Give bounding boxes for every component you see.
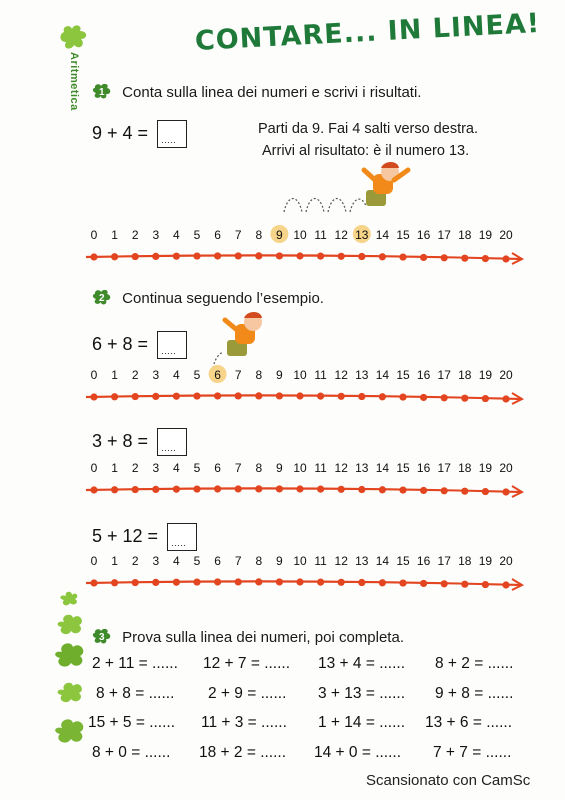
- number-dot: [173, 579, 180, 586]
- answer-box[interactable]: .....: [167, 523, 197, 551]
- tick-label: 3: [152, 554, 160, 568]
- number-dot: [111, 393, 118, 400]
- number-dot: [152, 486, 159, 493]
- tick-label: 18: [458, 368, 472, 382]
- answer-box[interactable]: .....: [157, 331, 187, 359]
- number-line-4: [84, 548, 529, 593]
- exercise-item: 8 + 8 = ......: [96, 685, 175, 702]
- number-dot: [235, 392, 242, 399]
- note-line-1: Parti da 9. Fai 4 salti verso destra.: [258, 121, 479, 137]
- tick-label: 11: [314, 368, 327, 382]
- tick-label: 6: [214, 554, 221, 568]
- number-dot: [338, 253, 345, 260]
- jumping-child-icon: [270, 160, 420, 222]
- tick-label: 12: [334, 368, 348, 382]
- number-dot: [379, 393, 386, 400]
- number-dot: [338, 579, 345, 586]
- number-dot: [338, 393, 345, 400]
- tick-label: 13: [355, 554, 369, 568]
- number-dot: [502, 255, 509, 262]
- number-dot: [132, 579, 139, 586]
- tick-label: 18: [458, 554, 472, 568]
- tick-label: 8: [255, 461, 263, 475]
- section-2-heading: [92, 288, 324, 307]
- tick-label: 13: [355, 228, 369, 242]
- number-dot: [461, 255, 468, 262]
- equation-text: 9 + 4 =: [92, 122, 149, 143]
- number-dot: [214, 392, 221, 399]
- number-dot: [441, 254, 448, 261]
- tick-label: 5: [193, 461, 201, 475]
- tick-label: 13: [355, 368, 369, 382]
- number-dot: [482, 255, 489, 262]
- number-dot: [502, 488, 509, 495]
- svg-text:1: 1: [99, 87, 105, 98]
- number-dot: [193, 578, 200, 585]
- tick-label: 14: [375, 368, 390, 382]
- tick-label: 14: [375, 461, 390, 475]
- number-dot: [482, 488, 489, 495]
- tick-label: 0: [90, 554, 98, 568]
- number-dot: [132, 253, 139, 260]
- tick-label: 16: [416, 554, 431, 568]
- equation-text: 5 + 12 =: [92, 525, 159, 546]
- tick-label: 5: [193, 554, 201, 568]
- number-dot: [235, 252, 242, 259]
- tick-label: 6: [214, 368, 221, 382]
- number-dot: [358, 253, 365, 260]
- exercise-item: 2 + 9 = ......: [208, 685, 287, 702]
- note-line-2: Arrivi al risultato: è il numero 13.: [262, 143, 470, 159]
- number-dot: [317, 253, 324, 260]
- number-dot: [399, 579, 406, 586]
- tick-label: 0: [90, 368, 98, 382]
- exercise-item: 15 + 5 = ......: [88, 714, 176, 731]
- number-dot: [152, 253, 159, 260]
- tick-label: 4: [173, 554, 180, 568]
- tick-label: 16: [416, 461, 431, 475]
- tick-label: 7: [234, 461, 242, 475]
- green-splat-icon: [58, 22, 90, 52]
- tick-label: 8: [255, 554, 263, 568]
- section-1-heading: [92, 82, 421, 101]
- equation-6-plus-8: [92, 331, 187, 359]
- tick-label: 14: [375, 228, 390, 242]
- number-dot: [399, 486, 406, 493]
- svg-text:2: 2: [99, 293, 105, 304]
- number-dot: [90, 579, 97, 586]
- number-dot: [193, 252, 200, 259]
- tick-label: 7: [234, 228, 242, 242]
- tick-label: 5: [193, 368, 201, 382]
- tick-label: 1: [111, 554, 118, 568]
- tick-label: 15: [396, 228, 410, 242]
- tick-label: 0: [90, 461, 98, 475]
- tick-label: 3: [152, 228, 160, 242]
- number-dot: [214, 252, 221, 259]
- tick-label: 5: [193, 228, 201, 242]
- tick-label: 16: [416, 228, 431, 242]
- number-dot: [502, 581, 509, 588]
- tick-label: 10: [293, 228, 307, 242]
- number-dot: [132, 393, 139, 400]
- equation-9-plus-4: [92, 120, 187, 148]
- number-dot: [482, 581, 489, 588]
- section-1-text: Conta sulla linea dei numeri e scrivi i risultati.: [122, 84, 422, 101]
- tick-label: 10: [293, 554, 307, 568]
- number-dot: [255, 392, 262, 399]
- tick-label: 11: [314, 461, 327, 475]
- equation-text: 3 + 8 =: [92, 430, 149, 451]
- number-dot: [379, 486, 386, 493]
- tick-label: 2: [131, 554, 139, 568]
- exercise-item: 3 + 13 = ......: [318, 685, 406, 702]
- tick-label: 8: [255, 368, 263, 382]
- side-label: Aritmetica: [68, 52, 80, 111]
- number-dot: [420, 580, 427, 587]
- tick-label: 17: [437, 461, 451, 475]
- number-dot: [358, 486, 365, 493]
- tick-label: 9: [276, 228, 283, 242]
- tick-label: 4: [173, 461, 180, 475]
- number-dot: [255, 252, 262, 259]
- number-line-1: [84, 222, 529, 267]
- exercise-item: 18 + 2 = ......: [199, 744, 287, 761]
- tick-label: 11: [314, 228, 327, 242]
- tick-label: 1: [111, 368, 118, 382]
- tick-label: 17: [437, 368, 451, 382]
- tick-label: 9: [276, 461, 283, 475]
- number-dot: [173, 393, 180, 400]
- number-dot: [276, 252, 283, 259]
- scanner-watermark: Scansionato con CamSc: [366, 772, 531, 789]
- number-dot: [111, 253, 118, 260]
- tick-label: 6: [214, 461, 221, 475]
- number-dot: [214, 485, 221, 492]
- exercise-item: 13 + 6 = ......: [425, 714, 513, 731]
- tick-label: 18: [458, 461, 472, 475]
- number-dot: [193, 485, 200, 492]
- number-dot: [90, 393, 97, 400]
- equation-text: 6 + 8 =: [92, 333, 149, 354]
- page-title: CONTARE... IN LINEA!: [194, 7, 541, 57]
- number-dot: [441, 394, 448, 401]
- tick-label: 16: [416, 368, 431, 382]
- green-splat-border-icon: [52, 590, 92, 780]
- number-dot: [317, 579, 324, 586]
- number-dot: [173, 253, 180, 260]
- exercise-item: 11 + 3 = ......: [201, 714, 287, 731]
- number-dot: [193, 392, 200, 399]
- example-note: [258, 118, 478, 162]
- exercise-item: 14 + 0 = ......: [314, 744, 402, 761]
- number-dot: [399, 253, 406, 260]
- number-dot: [90, 253, 97, 260]
- section-2-text: Continua seguendo l’esempio.: [122, 290, 324, 307]
- number-dot: [214, 578, 221, 585]
- number-dot: [276, 392, 283, 399]
- number-dot: [461, 395, 468, 402]
- section-2-badge-icon: [92, 288, 112, 306]
- number-dot: [358, 579, 365, 586]
- number-dot: [111, 579, 118, 586]
- number-dot: [502, 395, 509, 402]
- section-3-text: Prova sulla linea dei numeri, poi completa.: [122, 629, 404, 646]
- exercise-item: 8 + 2 = ......: [435, 655, 514, 672]
- exercise-item: 8 + 0 = ......: [92, 744, 171, 761]
- tick-label: 1: [111, 461, 118, 475]
- tick-label: 13: [355, 461, 369, 475]
- number-dot: [152, 579, 159, 586]
- number-dot: [461, 581, 468, 588]
- tick-label: 20: [499, 461, 513, 475]
- number-dot: [358, 393, 365, 400]
- tick-label: 15: [396, 554, 410, 568]
- number-dot: [276, 578, 283, 585]
- tick-label: 4: [173, 368, 180, 382]
- equation-5-plus-12: [92, 523, 197, 551]
- tick-label: 20: [499, 228, 513, 242]
- tick-label: 14: [375, 554, 390, 568]
- number-dot: [317, 393, 324, 400]
- tick-label: 3: [152, 368, 160, 382]
- tick-label: 20: [499, 368, 513, 382]
- number-dot: [173, 486, 180, 493]
- answer-box[interactable]: .....: [157, 428, 187, 456]
- number-dot: [420, 487, 427, 494]
- number-dot: [255, 578, 262, 585]
- number-dot: [235, 485, 242, 492]
- tick-label: 2: [131, 228, 139, 242]
- tick-label: 15: [396, 368, 410, 382]
- number-dot: [152, 393, 159, 400]
- tick-label: 7: [234, 554, 242, 568]
- number-dot: [482, 395, 489, 402]
- exercise-item: 2 + 11 = ......: [92, 655, 178, 672]
- number-dot: [132, 486, 139, 493]
- number-dot: [379, 253, 386, 260]
- number-dot: [379, 579, 386, 586]
- exercise-item: 7 + 7 = ......: [433, 744, 512, 761]
- number-line-3: [84, 455, 529, 500]
- tick-label: 2: [131, 461, 139, 475]
- number-dot: [338, 486, 345, 493]
- tick-label: 10: [293, 461, 307, 475]
- section-1-badge-icon: [92, 82, 112, 100]
- tick-label: 15: [396, 461, 410, 475]
- exercise-item: 12 + 7 = ......: [203, 655, 291, 672]
- number-dot: [399, 393, 406, 400]
- number-dot: [317, 486, 324, 493]
- tick-label: 18: [458, 228, 472, 242]
- tick-label: 3: [152, 461, 160, 475]
- tick-label: 9: [276, 368, 283, 382]
- exercise-item: 13 + 4 = ......: [318, 655, 406, 672]
- tick-label: 2: [131, 368, 139, 382]
- tick-label: 9: [276, 554, 283, 568]
- number-dot: [296, 392, 303, 399]
- number-dot: [441, 487, 448, 494]
- tick-label: 12: [334, 228, 348, 242]
- tick-label: 8: [255, 228, 263, 242]
- number-dot: [420, 394, 427, 401]
- number-dot: [296, 578, 303, 585]
- tick-label: 10: [293, 368, 307, 382]
- svg-text:3: 3: [99, 632, 105, 643]
- exercise-item: 1 + 14 = ......: [318, 714, 406, 731]
- number-dot: [255, 485, 262, 492]
- number-dot: [90, 486, 97, 493]
- section-3-heading: [92, 627, 404, 646]
- tick-label: 12: [334, 554, 348, 568]
- tick-label: 19: [478, 228, 493, 242]
- tick-label: 11: [314, 554, 327, 568]
- number-dot: [296, 485, 303, 492]
- tick-label: 4: [173, 228, 180, 242]
- number-dot: [235, 578, 242, 585]
- tick-label: 7: [234, 368, 242, 382]
- number-dot: [296, 252, 303, 259]
- number-dot: [461, 488, 468, 495]
- tick-label: 17: [437, 554, 451, 568]
- number-dot: [276, 485, 283, 492]
- exercise-item: 9 + 8 = ......: [435, 685, 514, 702]
- tick-label: 17: [437, 228, 451, 242]
- tick-label: 20: [499, 554, 513, 568]
- number-line-2: [84, 362, 529, 407]
- equation-3-plus-8: [92, 428, 187, 456]
- section-3-badge-icon: [92, 627, 112, 645]
- tick-label: 19: [478, 461, 493, 475]
- number-dot: [420, 254, 427, 261]
- number-dot: [111, 486, 118, 493]
- tick-label: 0: [90, 228, 98, 242]
- tick-label: 19: [478, 368, 493, 382]
- tick-label: 19: [478, 554, 493, 568]
- tick-label: 12: [334, 461, 348, 475]
- number-dot: [441, 580, 448, 587]
- tick-label: 6: [214, 228, 221, 242]
- tick-label: 1: [111, 228, 118, 242]
- answer-box[interactable]: .....: [157, 120, 187, 148]
